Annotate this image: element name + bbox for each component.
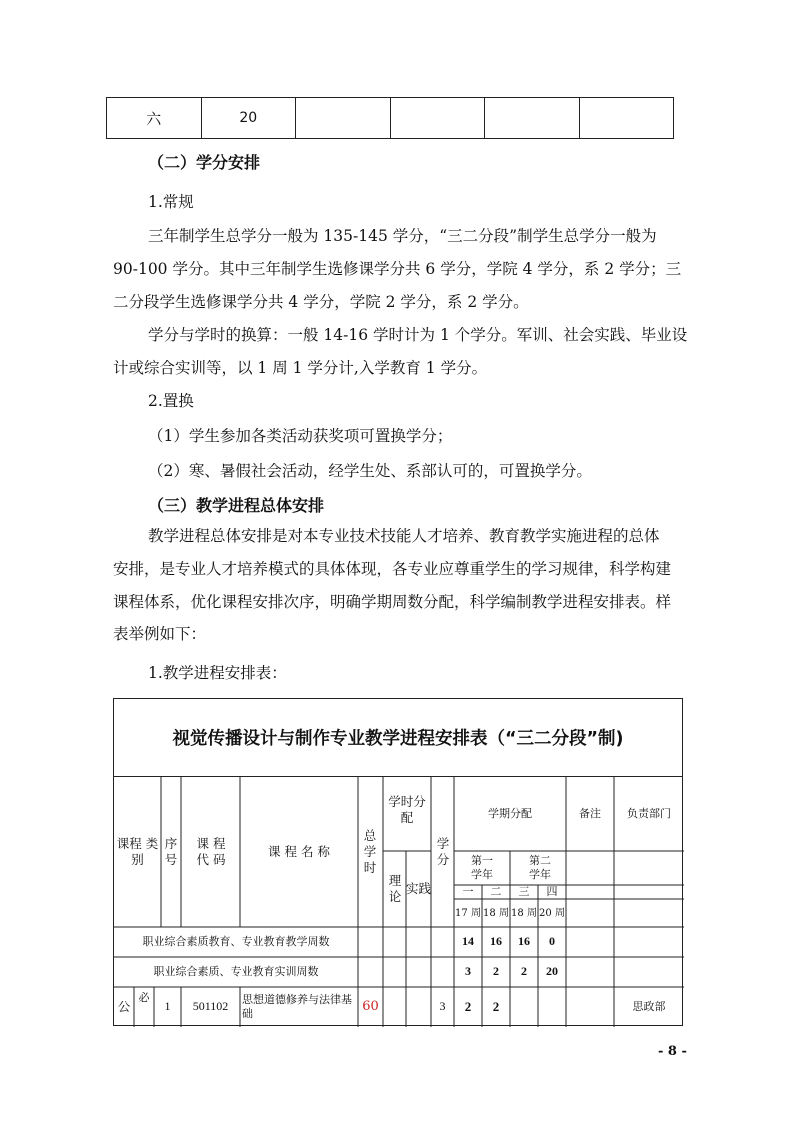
header-hour-split: 学时分配 (388, 793, 426, 825)
course-term-2: 2 (492, 998, 500, 1014)
header-term: 二 (490, 884, 502, 898)
header-weeks: 17 周 (455, 907, 481, 919)
table-cell (390, 98, 485, 139)
header-weeks: 18 周 (483, 907, 509, 919)
paragraph-line: 计或综合实训等，以 1 周 1 学分计,入学教育 1 学分。 (113, 359, 488, 377)
paragraph-line: 表举例如下： (113, 625, 207, 643)
row-weeks-value: 16 (490, 934, 502, 949)
row-weeks-value: 14 (462, 934, 474, 949)
paragraph-line: 课程体系，优化课程安排次序，明确学期周数分配，科学编制教学进程安排表。样 (113, 593, 672, 611)
paragraph-line: 学分与学时的换算：一般 14-16 学时计为 1 个学分。军训、社会实践、毕业设 (148, 326, 688, 344)
course-credit: 3 (439, 999, 446, 1014)
section-heading-schedule: （三）教学进程总体安排 (148, 496, 325, 515)
header-weeks: 20 周 (539, 907, 565, 919)
subheading-replacement: 2.置换 (148, 392, 194, 410)
course-seq: 1 (164, 999, 171, 1014)
header-code: 课 程 代 码 (196, 835, 226, 867)
row-practice-value: 20 (546, 964, 558, 979)
paragraph-line: 教学进程总体安排是对本专业技术技能人才培养、教育教学实施进程的总体 (148, 527, 660, 545)
row-weeks-label: 职业综合素质教育、专业教育教学周数 (142, 934, 330, 948)
table-row (107, 98, 674, 139)
paragraph-line: 90-100 学分。其中三年制学生选修课学分共 6 学分，学院 4 学分，系 2 学分；三 (113, 260, 682, 278)
subheading-schedule-table: 1.教学进程安排表： (148, 664, 287, 682)
header-remark: 备注 (579, 806, 601, 820)
section-heading-credits: （二）学分安排 (148, 153, 261, 172)
header-year1: 第一学年 (471, 853, 493, 881)
subheading-regular: 1.常规 (148, 193, 194, 211)
row-practice-label: 职业综合素质、专业教育实训周数 (153, 964, 319, 978)
row-weeks-value: 16 (518, 934, 530, 949)
row-practice-value: 3 (465, 964, 471, 979)
course-term-1: 2 (464, 998, 472, 1014)
top-table (106, 97, 674, 139)
list-item: （2）寒、暑假社会活动，经学生处、系部认可的，可置换学分。 (148, 462, 592, 480)
header-weeks: 18 周 (511, 907, 537, 919)
header-seq: 序号 (164, 835, 178, 867)
table-cell (579, 98, 674, 139)
header-category: 课程 类别 (116, 835, 159, 867)
row-practice-value: 2 (521, 964, 527, 979)
course-category-2: 必 (138, 990, 150, 1004)
list-item: （1）学生参加各类活动获奖项可置换学分； (148, 427, 453, 445)
course-dept: 思政部 (632, 999, 666, 1013)
header-year2: 第二学年 (529, 853, 551, 881)
header-dept: 负责部门 (627, 806, 671, 820)
table-cell: 六 (107, 98, 202, 139)
course-name: 思想道德修养与法律基础 (242, 992, 352, 1020)
header-practice: 实践 (406, 880, 432, 896)
row-weeks-value: 0 (549, 934, 555, 949)
course-code: 501102 (192, 999, 229, 1014)
schedule-title: 视觉传播设计与制作专业教学进程安排表（“三二分段”制) (114, 699, 682, 777)
table-cell: 20 (201, 98, 296, 139)
course-category-1: 公 (117, 998, 131, 1014)
header-theory: 理论 (388, 872, 402, 904)
table-cell (485, 98, 580, 139)
header-name: 课 程 名 称 (268, 843, 330, 859)
paragraph-line: 三年制学生总学分一般为 135-145 学分，“三二分段”制学生总学分一般为 (148, 227, 657, 245)
row-practice-value: 2 (493, 964, 499, 979)
header-credit: 学分 (436, 835, 450, 867)
table-cell (296, 98, 391, 139)
header-term: 四 (546, 884, 558, 898)
page-number: - 8 - (658, 1044, 687, 1059)
paragraph-line: 二分段学生选修课学分共 4 学分，学院 2 学分，系 2 学分。 (113, 293, 529, 311)
course-total-hours: 60 (362, 998, 379, 1014)
header-total-hours: 总学时 (363, 827, 377, 876)
header-term: 一 (462, 884, 474, 898)
paragraph-line: 安排，是专业人才培养模式的具体体现，各专业应尊重学生的学习规律，科学构建 (113, 560, 672, 578)
header-semester: 学期分配 (488, 806, 532, 820)
header-term: 三 (518, 884, 530, 898)
schedule-table (113, 698, 683, 1026)
